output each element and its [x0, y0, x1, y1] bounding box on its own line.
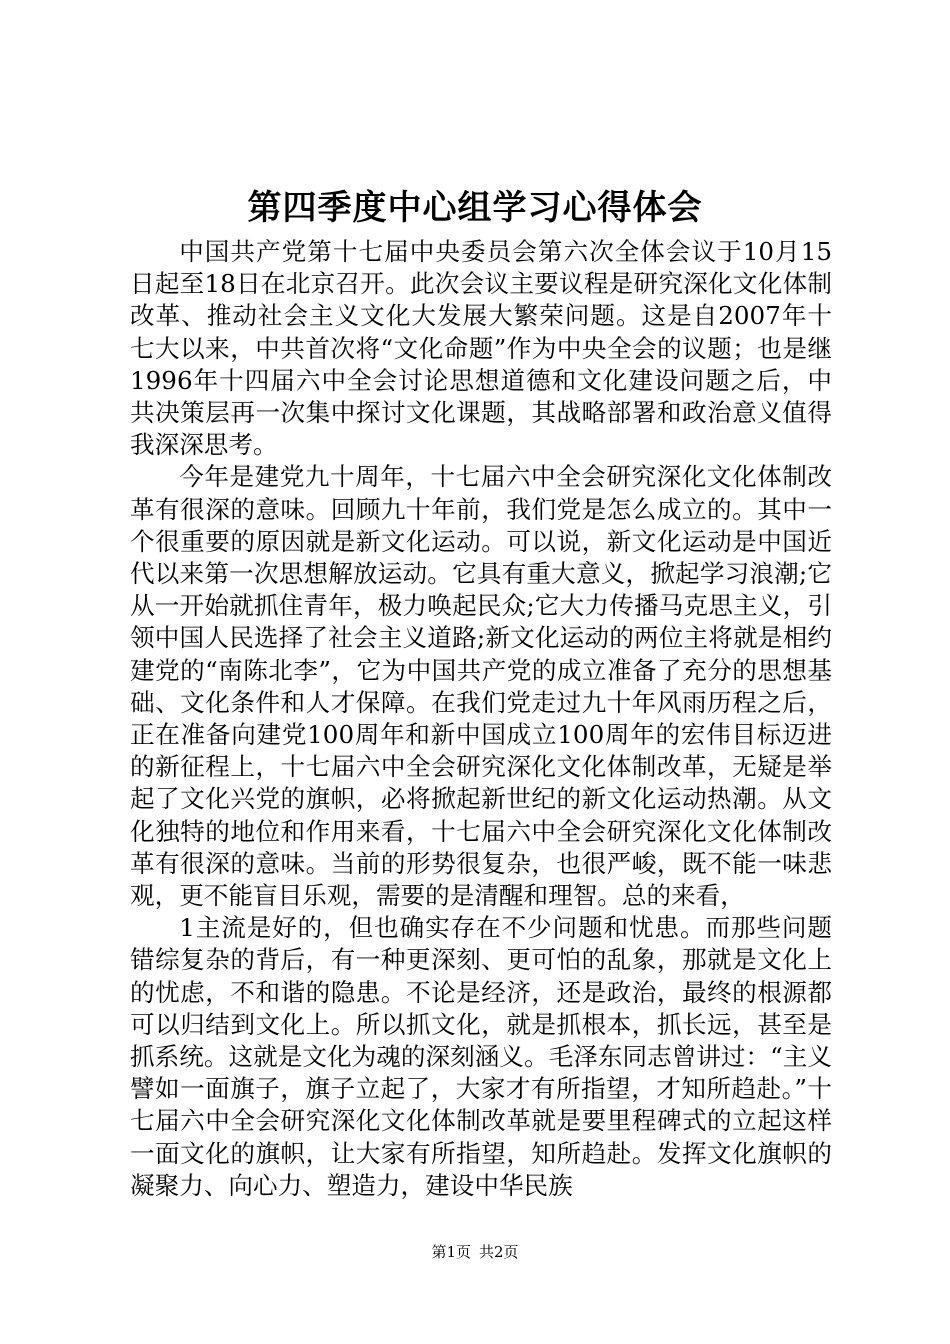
page-number-current: 第1页 — [431, 1243, 471, 1261]
page-number-total: 共2页 — [479, 1243, 519, 1261]
paragraph-2: 今年是建党九十周年，十七届六中全会研究深化文化体制改革有很深的意味。回顾九十年前，我们党是怎么成立的。其中一个很重要的原因就是新文化运动。可以说，新文化运动是中国近代以来第一次思想解放运动。它具有重大意义，掀起学习浪潮;它从一开始就抓住青年，极力唤起民众;它大力传播马克思主义，引领中国人民选择了社会主义道路;新文化运动的两位主将就是相约建党的“南陈北李”，它为中国共产党的成立准备了充分的思想基础、文化条件和人才保障。在我们党走过九十年风雨历程之后，正在准备向建党100周年和新中国成立100周年的宏伟目标迈进的新征程上，十七届六中全会研究深化文化体制改革，无疑是举起了文化兴党的旗帜，必将掀起新世纪的新文化运动热潮。从文化独特的地位和作用来看，十七届六中全会研究深化文化体制改革有很深的意味。当前的形势很复杂，也很严峻，既不能一味悲观，更不能盲目乐观，需要的是清醒和理智。总的来看， — [130, 462, 832, 911]
page-footer — [0, 1242, 950, 1262]
paragraph-1: 中国共产党第十七届中央委员会第六次全体会议于10月15日起至18日在北京召开。此次会议主要议程是研究深化文化体制改革、推动社会主义文化大发展大繁荣问题。这是自2007年十七大以来，中共首次将“文化命题”作为中央全会的议题；也是继1996年十四届六中全会讨论思想道德和文化建设问题之后，中共决策层再一次集中探讨文化课题，其战略部署和政治意义值得我深深思考。 — [130, 237, 832, 460]
document-body — [130, 236, 832, 1202]
paragraph-3: 1主流是好的，但也确实存在不少问题和忧患。而那些问题错综复杂的背后，有一种更深刻、更可怕的乱象，那就是文化上的忧虑，不和谐的隐患。不论是经济，还是政治，最终的根源都可以归结到文化上。所以抓文化，就是抓根本，抓长远，甚至是抓系统。这就是文化为魂的深刻涵义。毛泽东同志曾讲过：“主义譬如一面旗子，旗子立起了，大家才有所指望，才知所趋赴。”十七届六中全会研究深化文化体制改革就是要里程碑式的立起这样一面文化的旗帜，让大家有所指望，知所趋赴。发挥文化旗帜的凝聚力、向心力、塑造力，建设中华民族 — [130, 913, 832, 1200]
document-title: 第四季度中心组学习心得体会 — [247, 188, 703, 228]
